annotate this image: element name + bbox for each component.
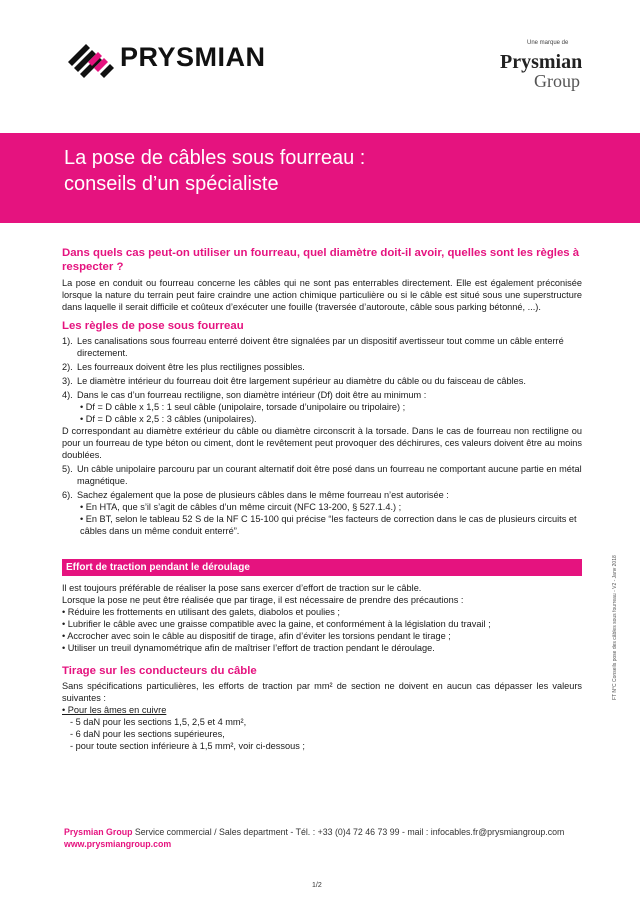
main-content: [62, 246, 582, 752]
section2-bullet: • Accrocher avec soin le câble au dispositif de tirage, afin d’éviter les torsions pendant le tirage ;: [62, 631, 451, 641]
prysmian-group-logo: [500, 51, 583, 98]
rule6-sub-item: • En HTA, que s’il s’agit de câbles d’un même circuit (NFC 13-200, § 527.1.4.) ;: [80, 502, 402, 512]
footer-brand: Prysmian Group: [64, 827, 133, 837]
prysmian-logo: [66, 42, 306, 82]
rules-heading: Les règles de pose sous fourreau: [62, 320, 244, 332]
section3-intro: Sans spécifications particulières, les efforts de traction par mm² de section ne doivent en aucun cas dépasser les valeurs suivantes :: [62, 681, 582, 703]
title-line-1: La pose de câbles sous fourreau :: [64, 147, 366, 169]
section3-item: - 5 daN pour les sections 1,5, 2,5 et 4 mm²,: [70, 717, 247, 727]
section2-heading-bar: Effort de traction pendant le déroulage: [62, 559, 582, 576]
section1-intro: La pose en conduit ou fourreau concerne les câbles qui ne sont pas enterrables directement. Elle est également préconisée lorsque la nature du terrain peut faire craindre une action chimique particulière ou si le câble est situé sous une superstructure dans laquelle il serait difficile et coûteux d’exécuter une fouille (traversée d’autoroute, câble sous parking bétonné, ...).: [62, 278, 582, 312]
section1-heading: Dans quels cas peut-on utiliser un fourreau, quel diamètre doit-il avoir, quelles sont les règles à respecter ?: [62, 247, 580, 273]
rule4-note: D correspondant au diamètre extérieur du câble ou diamètre circonscrit à la torsade. Dans le cas de fourreau non rectiligne ou pour un fourreau de type béton ou ciment, dont le revêtement peut provoquer des déchirures, ces valeurs doivent être au moins doublées.: [62, 426, 582, 460]
rule-item: 6). Sachez également que la pose de plusieurs câbles dans le même fourreau n’est autorisée :: [62, 490, 449, 500]
logo-wordmark: PRYSMIAN: [120, 42, 266, 72]
section2-bullet: • Réduire les frottements en utilisant des galets, diabolos et poulies ;: [62, 607, 340, 617]
rule-item: 3). Le diamètre intérieur du fourreau doit être largement supérieur au diamètre du câble ou du faisceau de câbles.: [62, 376, 526, 386]
section3-item: - 6 daN pour les sections supérieures,: [70, 729, 225, 739]
group-logo-sub: Group: [534, 71, 580, 91]
section3-item: - pour toute section inférieure à 1,5 mm², voir ci-dessous ;: [70, 741, 305, 751]
prysmian-mark-icon: [66, 42, 118, 82]
page-title: [64, 145, 365, 197]
rule4-sub-item: • Df = D câble x 2,5 : 3 câbles (unipolaires).: [80, 414, 257, 424]
rule-item: 5). Un câble unipolaire parcouru par un courant alternatif doit être posé dans un fourreau ne comportant aucune partie en métal magnétique.: [62, 464, 582, 486]
section3-bullet: • Pour les âmes en cuivre: [62, 705, 167, 715]
page-number: 1/2: [312, 882, 322, 889]
rule4-sub-item: • Df = D câble x 1,5 : 1 seul câble (unipolaire, torsade d’unipolaire ou tripolaire) ;: [80, 402, 406, 412]
group-logo-name: Prysmian: [500, 51, 583, 73]
section3-heading: Tirage sur les conducteurs du câble: [62, 665, 257, 677]
section2-p2: Lorsque la pose ne peut être réalisée que par tirage, il est nécessaire de prendre des précautions :: [62, 595, 464, 605]
side-reference: FT N°C Conseils pose des câbles sous fourreau - V2 - Janv 2018: [612, 555, 618, 700]
section2-p1: Il est toujours préférable de réaliser la pose sans exercer d’effort de traction sur le câble.: [62, 583, 422, 593]
rule-item: 1). Les canalisations sous fourreau enterré doivent être signalées par un dispositif avertisseur tout comme un câble enterré directement.: [62, 336, 564, 358]
section2-bullet: • Utiliser un treuil dynamométrique afin de maîtriser l’effort de traction pendant le déroulage.: [62, 643, 435, 653]
section2-bullet: • Lubrifier le câble avec une graisse compatible avec la gaine, et conformément à la législation du travail ;: [62, 619, 491, 629]
title-line-2: conseils d’un spécialiste: [64, 173, 279, 195]
rule-item: 4). Dans le cas d’un fourreau rectiligne, son diamètre intérieur (Df) doit être au minimum :: [62, 390, 427, 400]
footer-contact: Service commercial / Sales department - Tél. : +33 (0)4 72 46 73 99 - mail : infocables.fr@prysmiangroup.com: [132, 827, 565, 837]
footer: [64, 826, 564, 850]
footer-website-link[interactable]: www.prysmiangroup.com: [64, 839, 172, 849]
brand-note: Une marque de: [527, 40, 569, 46]
title-banner: [0, 133, 640, 223]
rule-item: 2). Les fourreaux doivent être les plus rectilignes possibles.: [62, 362, 305, 372]
rule6-sub-item: • En BT, selon le tableau 52 S de la NF C 15-100 qui précise “les facteurs de correction dans le cas de plusieurs circuits et câbles dans un même conduit enterré”.: [80, 514, 577, 536]
